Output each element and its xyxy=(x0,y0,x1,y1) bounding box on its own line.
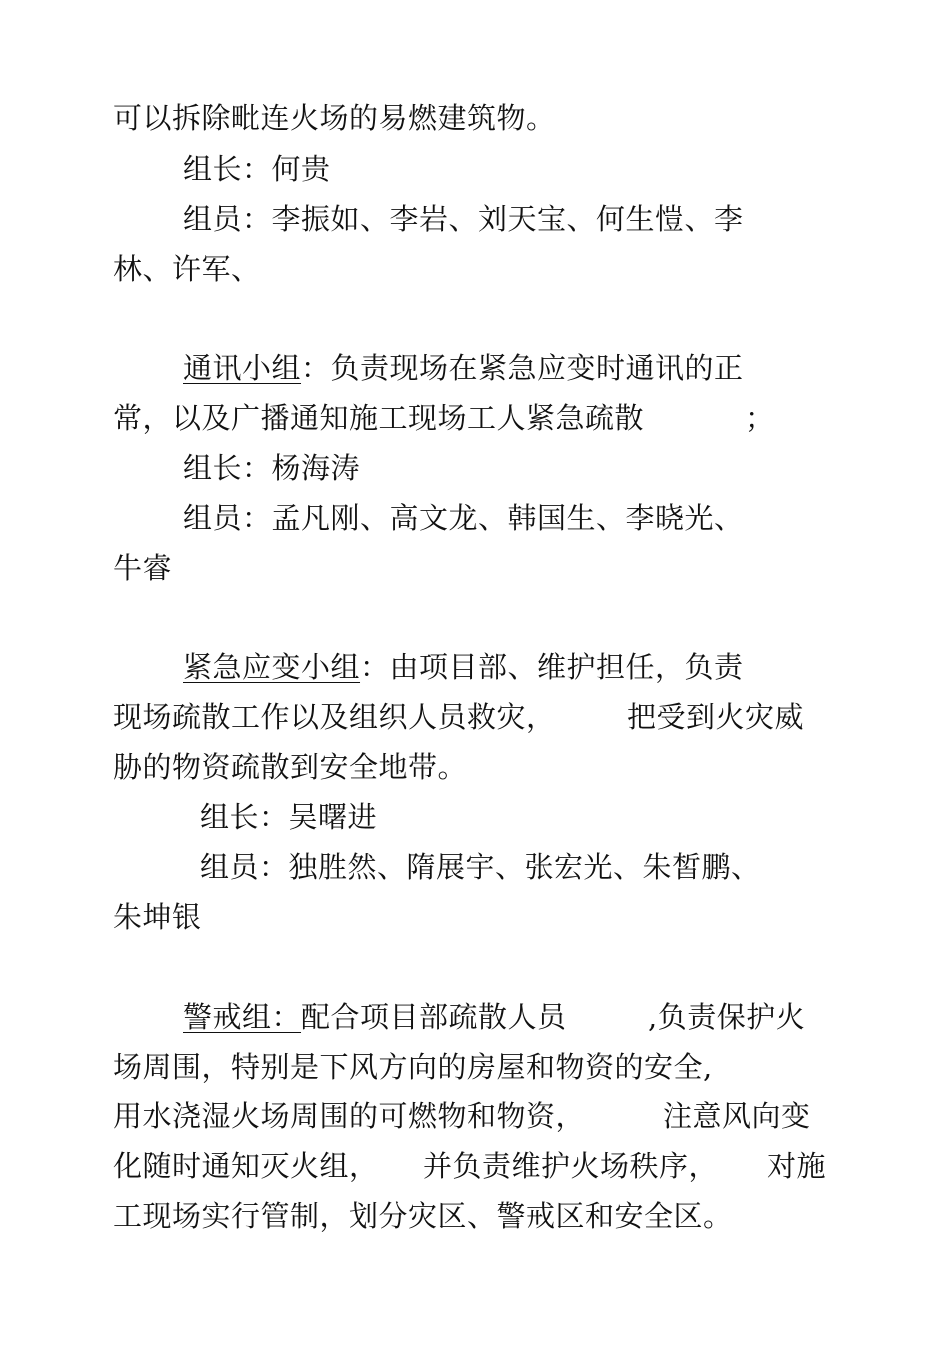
guard-line-4-end: 对施 xyxy=(767,1149,827,1183)
comm-leader-line: 组长：杨海涛 xyxy=(183,451,361,485)
comm-line-2: 常，以及广播通知施工现场工人紧急疏散 xyxy=(113,401,645,435)
emergency-leader-line: 组长：吴曙进 xyxy=(200,800,378,834)
emergency-line-2-end: 把受到火灾威 xyxy=(627,700,805,734)
emergency-members-line-1: 组员：独胜然、隋展宇、张宏光、朱皙鹏、 xyxy=(200,850,761,884)
intro-leader-line: 组长：何贵 xyxy=(183,152,331,186)
emergency-line-3: 胁的物资疏散到安全地带。 xyxy=(113,750,468,784)
comm-line-1-rest: ：负责现场在紧急应变时通讯的正 xyxy=(301,351,744,385)
guard-line-1-rest: 配合项目部疏散人员 xyxy=(301,1000,567,1034)
intro-members-line-2: 林、许军、 xyxy=(113,252,261,286)
intro-members-line-1: 组员：李振如、李岩、刘天宝、何生愷、李 xyxy=(183,202,744,236)
guard-line-1 xyxy=(183,998,567,1036)
guard-line-3-end: 注意风向变 xyxy=(663,1099,811,1133)
guard-line-2: 场周围，特别是下风方向的房屋和物资的安全, xyxy=(113,1050,713,1084)
comm-line-1 xyxy=(183,349,744,387)
comm-line-2-end: ； xyxy=(745,401,775,435)
emergency-line-1-rest: ：由项目部、维护担任，负责 xyxy=(360,650,744,684)
emergency-line-1 xyxy=(183,648,744,686)
guard-line-3: 用水浇湿火场周围的可燃物和物资， xyxy=(113,1099,586,1133)
comm-members-line-2: 牛睿 xyxy=(113,551,173,585)
guard-line-4-mid: 并负责维护火场秩序， xyxy=(423,1149,719,1183)
comm-heading: 通讯小组 xyxy=(183,351,302,385)
emergency-line-2: 现场疏散工作以及组织人员救灾， xyxy=(113,700,556,734)
emergency-members-line-2: 朱坤银 xyxy=(113,900,202,934)
comm-members-line-1: 组员：孟凡刚、高文龙、韩国生、李晓光、 xyxy=(183,501,744,535)
guard-line-1-end: ,负责保护火 xyxy=(648,1000,806,1034)
emergency-heading: 紧急应变小组 xyxy=(183,650,361,684)
intro-tail-line: 可以拆除毗连火场的易燃建筑物。 xyxy=(113,101,556,135)
guard-line-4: 化随时通知灭火组， xyxy=(113,1149,379,1183)
guard-heading: 警戒组： xyxy=(183,1000,302,1034)
guard-line-5: 工现场实行管制，划分灾区、警戒区和安全区。 xyxy=(113,1199,733,1233)
